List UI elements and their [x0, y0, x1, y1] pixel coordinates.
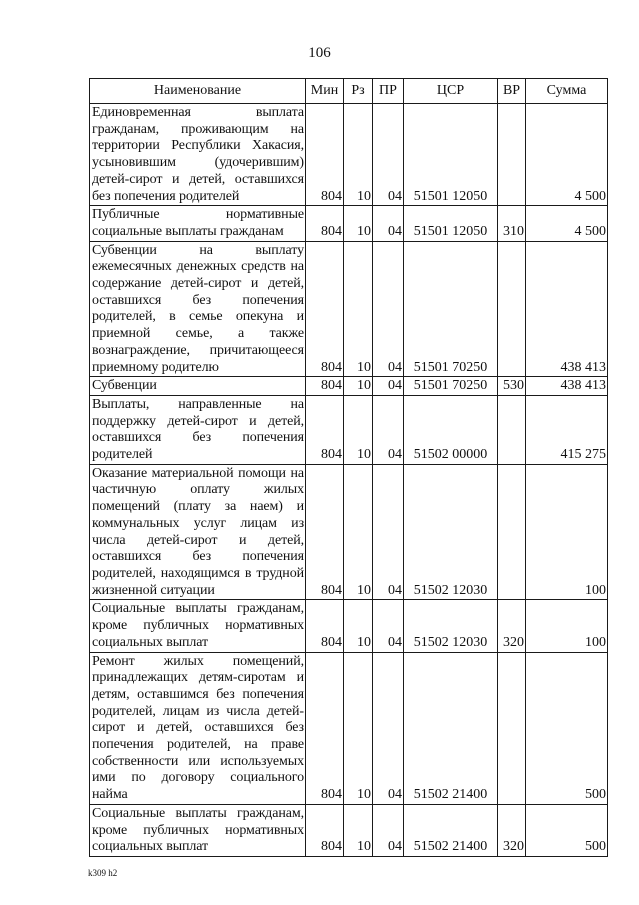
row-min: 804: [306, 241, 344, 377]
row-rz: 10: [344, 377, 373, 396]
row-sum: 4 500: [526, 206, 608, 241]
row-sum: 500: [526, 652, 608, 804]
footer-code: k309 h2: [88, 868, 118, 878]
row-sum: 100: [526, 464, 608, 600]
row-pr: 04: [373, 600, 404, 652]
row-pr: 04: [373, 104, 404, 206]
row-pr: 04: [373, 241, 404, 377]
row-sum: 500: [526, 804, 608, 856]
table-row: [90, 206, 608, 241]
row-csr: 51502 21400: [404, 804, 498, 856]
row-sum: 438 413: [526, 377, 608, 396]
table-row: [90, 464, 608, 600]
row-csr: 51502 00000: [404, 395, 498, 464]
row-name: Социальные выплаты гражданам, кроме публичных нормативных социальных выплат: [90, 804, 306, 856]
row-csr: 51501 70250: [404, 241, 498, 377]
row-rz: 10: [344, 241, 373, 377]
table-row: [90, 395, 608, 464]
row-name: Ремонт жилых помещений, принадлежащих детям-сиротам и детям, оставшимся без попечения родителей, лицам из числа детей-сирот и детей, оставшихся без попечения родителей, на праве собственности или используемых ими по договору социального найма: [90, 652, 306, 804]
row-vr: [498, 652, 526, 804]
header-min: Мин: [306, 79, 344, 104]
row-name: Выплаты, направленные на поддержку детей-сирот и детей, оставшихся без попечения родителей: [90, 395, 306, 464]
row-name: Единовременная выплата гражданам, проживающим на территории Республики Хакасия, усыновившим (удочерившим) детей-сирот и детей, оставшихся без попечения родителей: [90, 104, 306, 206]
table-row: [90, 377, 608, 396]
row-csr: 51502 12030: [404, 600, 498, 652]
row-rz: 10: [344, 600, 373, 652]
table-row: [90, 652, 608, 804]
row-rz: 10: [344, 104, 373, 206]
table-row: [90, 600, 608, 652]
row-name: Публичные нормативные социальные выплаты гражданам: [90, 206, 306, 241]
row-min: 804: [306, 104, 344, 206]
row-rz: 10: [344, 804, 373, 856]
row-name: Оказание материальной помощи на частичную оплату жилых помещений (плату за наем) и коммунальных услуг лицам из числа детей-сирот и детей, оставшихся без попечения родителей, находящимся в трудной жизненной ситуации: [90, 464, 306, 600]
row-min: 804: [306, 600, 344, 652]
row-sum: 4 500: [526, 104, 608, 206]
row-min: 804: [306, 652, 344, 804]
row-min: 804: [306, 464, 344, 600]
row-csr: 51501 70250: [404, 377, 498, 396]
row-min: 804: [306, 206, 344, 241]
row-pr: 04: [373, 464, 404, 600]
table-row: [90, 804, 608, 856]
row-rz: 10: [344, 464, 373, 600]
row-vr: [498, 104, 526, 206]
row-rz: 10: [344, 395, 373, 464]
row-pr: 04: [373, 652, 404, 804]
row-csr: 51501 12050: [404, 206, 498, 241]
row-vr: 530: [498, 377, 526, 396]
budget-table: [89, 78, 608, 857]
row-min: 804: [306, 804, 344, 856]
row-pr: 04: [373, 804, 404, 856]
row-vr: [498, 395, 526, 464]
row-sum: 438 413: [526, 241, 608, 377]
table-header-row: [90, 79, 608, 104]
row-rz: 10: [344, 206, 373, 241]
row-min: 804: [306, 395, 344, 464]
row-name: Социальные выплаты гражданам, кроме публичных нормативных социальных выплат: [90, 600, 306, 652]
row-sum: 415 275: [526, 395, 608, 464]
header-name: Наименование: [90, 79, 306, 104]
row-pr: 04: [373, 377, 404, 396]
row-csr: 51502 12030: [404, 464, 498, 600]
row-pr: 04: [373, 395, 404, 464]
row-csr: 51502 21400: [404, 652, 498, 804]
row-vr: 320: [498, 600, 526, 652]
row-vr: 310: [498, 206, 526, 241]
row-vr: 320: [498, 804, 526, 856]
row-vr: [498, 464, 526, 600]
table-row: [90, 241, 608, 377]
header-rz: Рз: [344, 79, 373, 104]
table-row: [90, 104, 608, 206]
header-vr: ВР: [498, 79, 526, 104]
page-number: 106: [308, 45, 331, 61]
row-name: Субвенции: [90, 377, 306, 396]
header-sum: Сумма: [526, 79, 608, 104]
row-pr: 04: [373, 206, 404, 241]
header-pr: ПР: [373, 79, 404, 104]
row-name: Субвенции на выплату ежемесячных денежных средств на содержание детей-сирот и детей, оставшихся без попечения родителей, в семье опекуна и приемной семье, а также вознаграждение, причитающееся приемному родителю: [90, 241, 306, 377]
row-csr: 51501 12050: [404, 104, 498, 206]
row-rz: 10: [344, 652, 373, 804]
row-min: 804: [306, 377, 344, 396]
header-csr: ЦСР: [404, 79, 498, 104]
row-vr: [498, 241, 526, 377]
row-sum: 100: [526, 600, 608, 652]
